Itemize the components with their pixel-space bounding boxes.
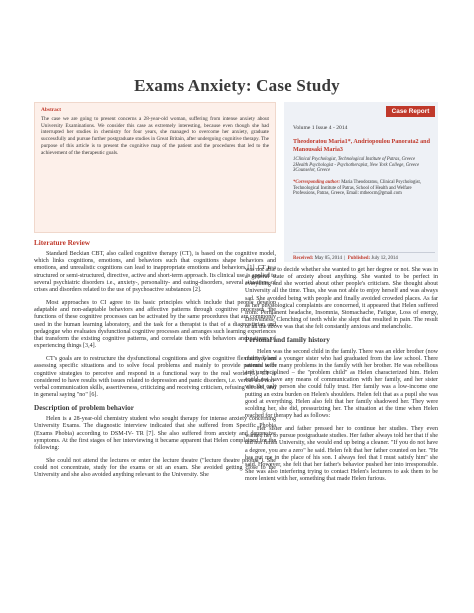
paragraph: Standard Beckian CBT, also called cognitive therapy (CT), is based on the cognitive model, which links cognitions, emotions, and behaviors such that cognitions shape behaviors and emotions, and unrealistic cognitions can lead to inappropriate emotions and behaviors [1]. CT is a structured or semi-structured, directive, active and short-term approach. Its clinical use is applied to several psychiatric disorders i.e., anxiety-, personality- and eating-disorders, several situations of crises and disorders related to the use of psychoactive substances [2]. [34, 251, 276, 293]
corresponding-label: *Corresponding author: [293, 180, 341, 185]
article-dates: Received: May 05, 2014 | Published: July 12, 2014 [293, 252, 435, 261]
abstract-heading: Abstract [41, 107, 62, 113]
corresponding-text: Maria Theodoratou, Clinical Psychologist, Technological Institute of Patras, School of Health and Welfare Professions, Patras, Greece, Email: mtheocm@gmail.com [293, 180, 421, 197]
corresponding-author [293, 180, 435, 197]
published-label: Published: [347, 256, 371, 261]
abstract-box [34, 102, 276, 233]
right-column [245, 267, 438, 489]
paragraph: She could not attend the lectures or enter the lecture theatre ("lecture theatre phobia"). She could not concentrate, study for the exams or sit an exam. She avoided getting close to the University and she also avoided anything relevant to the University. She [34, 458, 276, 479]
family-history-heading: Personal and family history [245, 336, 330, 345]
affiliation-3: 3Counselor, Greece [293, 168, 331, 174]
literature-review-heading: Literature Review [34, 239, 90, 247]
received-label: Received: [293, 256, 314, 261]
abstract-text: The case we are going to present concerns a 28-year-old woman, suffering from intense anxiety about University Examinations. We consider this case as extremely interesting, because even though she had interrupted her studies in chemistry for four years, she managed to overcome her anxiety, graduate successfully and pursue further postgraduate studies in Great Britain, after undergoing cognitive therapy. The purpose of this article is to present the cognitive map of the patient and the procedures that led to the achievement of the therapeutic goals. [41, 116, 269, 156]
paragraph: was not able to decide whether she wanted to get her degree or not. She was in a general state of anxiety about anything. She wanted to be perfect in everything and she worried about other people's criticism. She thought about University all the time. Thus, she was not able to enjoy herself and was always sad. She avoided being with people and finally avoided crowded places. As far as her physiological complaints are concerned, it appeared that Helen suffered from: Permanent headache, Insomnia, Stomachache, Fatigue, Loss of energy, Drowsiness, Clenching of teeth while she slept that resulted in pain. The result of all the above was that she felt constantly anxious and melancholic. [245, 267, 438, 331]
page-title: Exams Anxiety: Case Study [134, 76, 340, 95]
affiliation-2: 2Health Psychologist - Psychotherapist, New York College, Greece [293, 162, 420, 168]
volume-issue: Volume 1 Issue 4 - 2014 [293, 125, 348, 131]
received-date: May 05, 2014 [314, 256, 342, 261]
affiliation-1: 1Clinical Psychologist, Technological Institute of Patras, Greece [293, 157, 416, 163]
article-info [293, 125, 435, 197]
author-list: Theodoratou Maria1*, Andriopoulou Panorata2 and Manousaki Maria3 [293, 139, 430, 153]
published-date: July 12, 2014 [371, 256, 398, 261]
paragraph: Helen is a 28-year-old chemistry student who sought therapy for intense anxiety concerning University Exams. The diagnostic interview indicated that she suffered from Specific Phobia (Exams Phobia) according to DSM-IV- TR [7]. She also suffered from anxiety and depressive symptoms. At the first stages of her interviewing it became apparent that Helen complained for the following: [34, 416, 276, 451]
paragraph: Helen was the second child in the family. There was an elder brother (now married) and a younger sister who had graduated from the law school. There seemed to be many problems in the family with her brother. He was rebellious and undisciplined – the "problem child" as Helen characterized him. Helen could not have any means of communication with her family, and her sister was the only person she could fully trust. Her family was a low-income one putting an extra burden on Helen's shoulders. Helen felt that as a pupil she was good at everything. Helen also felt that her family shadowed her. They were scolding her, she did, pressurizing her. The situation at the time when Helen reached for therapy had as follows: [245, 348, 438, 419]
paragraph: CT's goals are to restructure the dysfunctional cognitions and give cognitive flexibility when assessing specific situations and to solve focal problems and mainly to provide patients with cognitive strategies to perceive and respond in a functional way to the real world [5]. CT is considered to have results with issues related to depression and panic disorders, i.e. verbal and non-verbal communication skills, assertiveness, criticizing and receiving criticism, refusing alcohol, and in general saying "no" [6]. [34, 356, 276, 398]
paragraph: Her sister and father pressed her to continue her studies. They even wanted her to pursue postgraduate studies. Her father always told her that if she did not finish University, she would end up being a cleaner. "If you do not have a degree, you are a zero" he said. Helen felt that her father counted on her. "He has put me in the place of his son. I always feel that I must satisfy him" she said. However, she felt that her father's behavior pushed her into irresponsible. She was also interfering trying to contact Helen's lecturers to ask them to be more lenient with her, something that made Helen furious. [245, 426, 438, 483]
left-column [34, 240, 276, 486]
paragraph: Most approaches to CI agree to its basic principles which include that people develop adaptable and non-adaptable behaviors and affective patterns through cognitive processes, the functions of these cognitive processes can be activated by the same procedures that are commonly used in the human learning laboratory, and the task for a therapist is that of a diagnostician and pedagogue who evaluates dysfunctional cognitive processes and arranges such learning experiences that transform the existing cognitive patterns, and correlate them with behaviors and patterns of experiencing things [3,4]. [34, 300, 276, 350]
problem-behavior-heading: Description of problem behavior [34, 404, 134, 413]
case-report-badge: Case Report [386, 106, 435, 117]
